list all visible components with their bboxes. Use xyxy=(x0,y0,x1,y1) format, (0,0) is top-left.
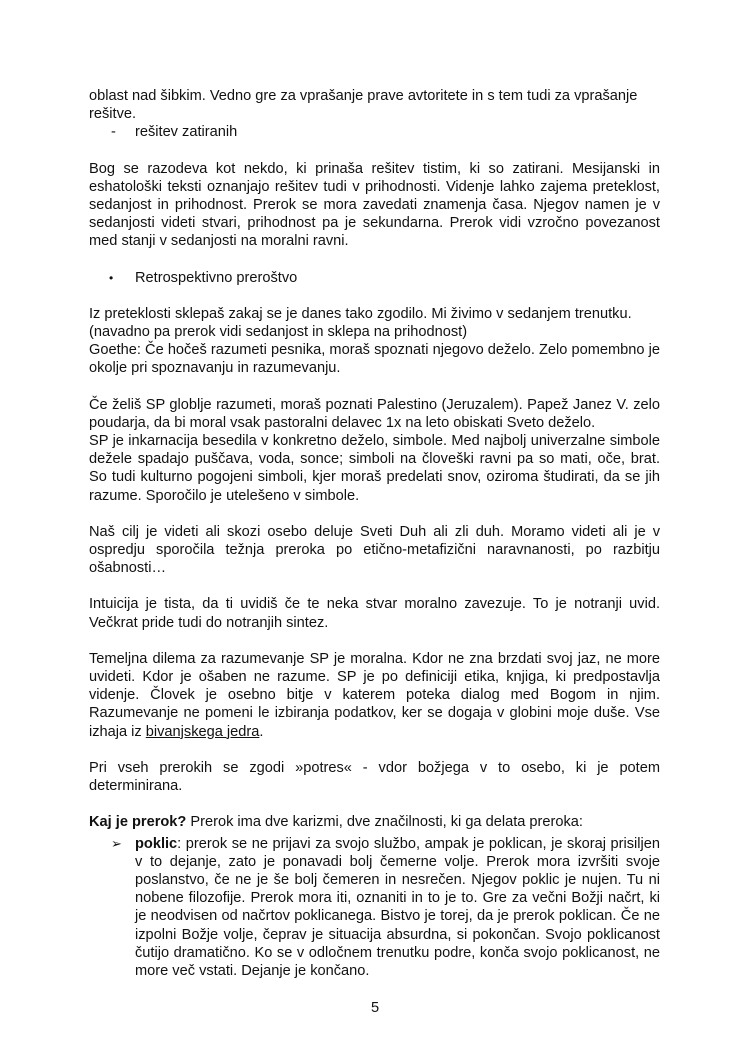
dash-list-item-text: rešitev zatiranih xyxy=(135,124,238,141)
paragraph-2b: (navadno pa prerok vidi sedanjost in sklepa na prihodnost) xyxy=(89,324,468,341)
arrow-item-term: poklic xyxy=(135,835,178,852)
bullet-list-item-text: Retrospektivno preroštvo xyxy=(135,269,298,286)
paragraph-6-text: Temeljna dilema za razumevanje SP je moralna. Kdor ne zna brzdati svoj jaz, ne more uvideti. Kdor je ošaben ne razume. SP je po definiciji etika, knjiga, ki predpostavlja videnje. Človek je osebno bitje v katerem poteka dialog med Bogom in njim. Razumevanje ne pomeni le izbiranja podatkov, ker se dogaja v globini moje duše. Vse izhaja iz xyxy=(89,650,660,740)
paragraph-1: Bog se razodeva kot nekdo, ki prinaša rešitev tistim, ki so zatirani. Mesijanski in eshatološki teksti oznanjajo rešitev tudi v prihodnosti. Videnje lahko zajema preteklost, sedanjost in prihodnost. Prerok se mora zavedati znamenja časa. Njegov namen je v sedanjosti videti stvari, prihodnost pa je sekundarna. Prerok vidi vzročno povezanost med stanji v sedanjosti na moralni ravni. xyxy=(89,160,660,250)
paragraph-3a: Če želiš SP globlje razumeti, moraš poznati Palestino (Jeruzalem). Papež Janez V. zelo poudarja, da bi moral vsak pastoralni delavec 1x na leto obiskati Sveto deželo. xyxy=(89,396,660,431)
paragraph-2a: Iz preteklosti sklepaš zakaj se je danes tako zgodilo. Mi živimo v sedanjem trenutku. xyxy=(89,305,632,322)
paragraph-3b: SP je inkarnacija besedila v konkretno deželo, simbole. Med najbolj univerzalne simbole dežele spadajo puščava, voda, sonce; simboli na človeški ravni pa so mati, oče, brat. So tudi kulturno pogojeni simboli, kjer moraš predelati snov, oziroma študirati, da se jih razume. Sporočilo je utelešeno v simbole. xyxy=(89,433,660,504)
paragraph-6-end: . xyxy=(259,723,264,740)
arrow-list-item xyxy=(89,835,660,981)
paragraph-5: Intuicija je tista, da ti uvidiš če te neka stvar moralno zavezuje. To je notranji uvid. Večkrat pride tudi do notranjih sintez. xyxy=(89,596,660,631)
arrow-bullet-icon: ➢ xyxy=(111,835,122,851)
dash-list-item xyxy=(89,123,660,141)
question-heading: Kaj je prerok? xyxy=(89,814,187,831)
paragraph-2c: Goethe: Če hočeš razumeti pesnika, moraš spoznati njegovo deželo. Zelo pomembno je okolje pri spoznavanju in razumevanju. xyxy=(89,342,660,377)
paragraph-0: oblast nad šibkim. Vedno gre za vprašanje prave avtoritete in s tem tudi za vprašanje rešitve. xyxy=(89,88,638,123)
bullet-icon: • xyxy=(109,270,114,285)
paragraph-8-text: Prerok ima dve karizmi, dve značilnosti, ki ga delata preroka: xyxy=(186,814,583,831)
dash-marker: - xyxy=(111,124,116,141)
arrow-item-text: : prerok se ne prijavi za svojo službo, ampak je poklican, je skoraj prisiljen v to dejanje, zato je ponavadi bolj čemerne volje. Prerok mora izvršiti svoje poslanstvo, če ne je še bolj čemeren in nesrečen. Njegov poklic je nujen. Tu ni nobene filozofije. Prerok mora iti, oznaniti in to je to. Gre za večni Božji načrt, ki je neodvisen od načrtov poklicanega. Bistvo je torej, da je prerok poklican. Če ne izpolni Božje volje, čeprav je situacija absurdna, si pokončan. Svojo poklicanost čutijo dramatično. Ko se v odločnem trenutku podre, konča svojo poklicanost, ne more več vstati. Dejanje je končano. xyxy=(135,835,660,979)
document-page xyxy=(89,87,660,980)
page-number: 5 xyxy=(370,1000,380,1016)
paragraph-7: Pri vseh prerokih se zgodi »potres« - vdor božjega v to osebo, ki je potem determinirana. xyxy=(89,759,660,795)
underlined-phrase: bivanjskega jedra xyxy=(145,723,260,740)
paragraph-6 xyxy=(89,650,660,741)
bullet-list-item xyxy=(89,269,660,287)
paragraph-4: Naš cilj je videti ali skozi osebo deluje Sveti Duh ali zli duh. Moramo videti ali je v ospredju sporočila težnja preroka po etično-metafizični naravnanosti, po razbitju ošabnosti… xyxy=(89,523,660,577)
paragraph-8 xyxy=(89,813,660,831)
